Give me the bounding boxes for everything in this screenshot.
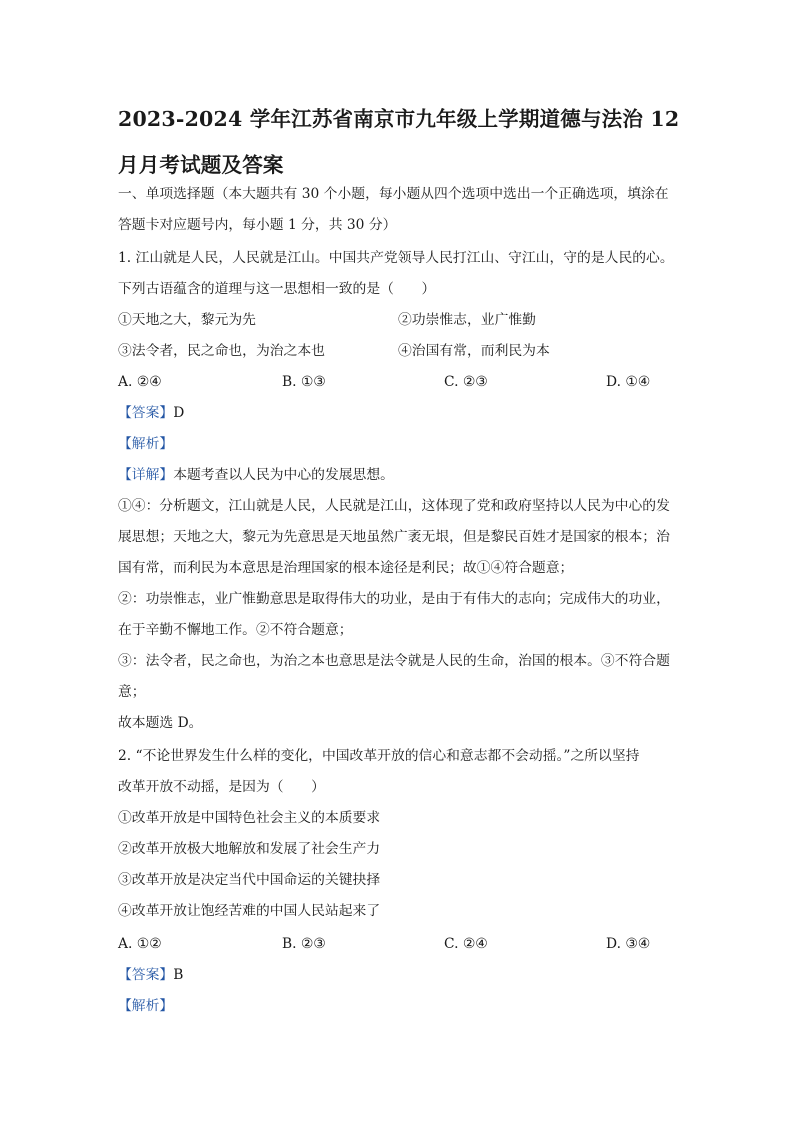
- answer-tag: 【答案】: [118, 405, 174, 421]
- q2-option-a: A. ①②: [118, 936, 162, 952]
- detail-text: 本题考查以人民为中心的发展思想。: [173, 467, 394, 483]
- q1-explanation-line-6: ③：法令者，民之命也，为治之本也意思是法令就是人民的生命，治国的根本。③不符合题: [118, 653, 670, 669]
- q2-stem-line-2: 改革开放不动摇，是因为（ ）: [118, 779, 325, 795]
- title-line-2: 月月考试题及答案: [118, 153, 284, 177]
- q1-stem-line-2: 下列古语蕴含的道理与这一思想相一致的是（ ）: [118, 281, 436, 297]
- q1-explanation-line-4: ②：功崇惟志，业广惟勤意思是取得伟大的功业，是由于有伟大的志向；完成伟大的功业，: [118, 591, 670, 607]
- analysis-tag: 【解析】: [118, 436, 174, 452]
- q2-option-d: D. ③④: [606, 936, 651, 952]
- analysis-tag: 【解析】: [118, 998, 174, 1014]
- q2-item-3: ③改革开放是决定当代中国命运的关键抉择: [118, 872, 381, 888]
- q1-explanation-line-7: 意；: [118, 684, 146, 700]
- q2-option-b: B. ②③: [282, 936, 326, 952]
- q1-stem-line-1: 1. 江山就是人民，人民就是江山。中国共产党领导人民打江山、守江山，守的是人民的心。: [118, 250, 674, 266]
- q2-answer: [118, 965, 183, 985]
- q2-item-4: ④改革开放让饱经苦难的中国人民站起来了: [118, 903, 381, 919]
- q1-detail: [118, 465, 394, 485]
- q1-option-d: D. ①④: [606, 374, 651, 390]
- q1-explanation-line-3: 国有常，而利民为本意思是治理国家的根本途径是利民；故①④符合题意；: [118, 560, 574, 576]
- answer-value: D: [173, 405, 185, 421]
- q2-stem-line-1: 2. “不论世界发生什么样的变化，中国改革开放的信心和意志都不会动摇。”之所以坚持: [118, 748, 640, 764]
- q1-explanation-line-8: 故本题选 D。: [118, 715, 203, 731]
- q1-answer: [118, 403, 184, 423]
- q1-item-3: ③法令者，民之命也，为治之本也: [118, 343, 325, 359]
- section-heading-line-1: 一、单项选择题（本大题共有 30 个小题，每小题从四个选项中选出一个正确选项，填涂在: [118, 186, 669, 202]
- q1-option-c: C. ②③: [444, 374, 488, 390]
- q1-option-b: B. ①③: [282, 374, 326, 390]
- q1-item-2: ②功崇惟志，业广惟勤: [398, 312, 536, 328]
- q1-analysis: [118, 434, 173, 454]
- detail-tag: 【详解】: [118, 467, 174, 483]
- q1-option-a: A. ②④: [118, 374, 162, 390]
- q2-item-1: ①改革开放是中国特色社会主义的本质要求: [118, 810, 381, 826]
- q1-item-4: ④治国有常，而利民为本: [398, 343, 550, 359]
- q1-explanation-line-2: 展思想；天地之大，黎元为先意思是天地虽然广袤无垠，但是黎民百姓才是国家的根本；治: [118, 529, 670, 545]
- document-title: [118, 96, 678, 188]
- answer-tag: 【答案】: [118, 967, 174, 983]
- q2-option-c: C. ②④: [444, 936, 488, 952]
- title-line-1: 2023-2024 学年江苏省南京市九年级上学期道德与法治 12: [118, 107, 680, 131]
- answer-value: B: [173, 967, 184, 983]
- section-heading-line-2: 答题卡对应题号内，每小题 1 分，共 30 分）: [118, 217, 397, 233]
- q1-explanation-line-5: 在于辛勤不懈地工作。②不符合题意；: [118, 622, 353, 638]
- q2-item-2: ②改革开放极大地解放和发展了社会生产力: [118, 841, 381, 857]
- q2-analysis: [118, 996, 173, 1016]
- q1-item-1: ①天地之大，黎元为先: [118, 312, 256, 328]
- q1-explanation-line-1: ①④：分析题文，江山就是人民，人民就是江山，这体现了党和政府坚持以人民为中心的发: [118, 498, 670, 514]
